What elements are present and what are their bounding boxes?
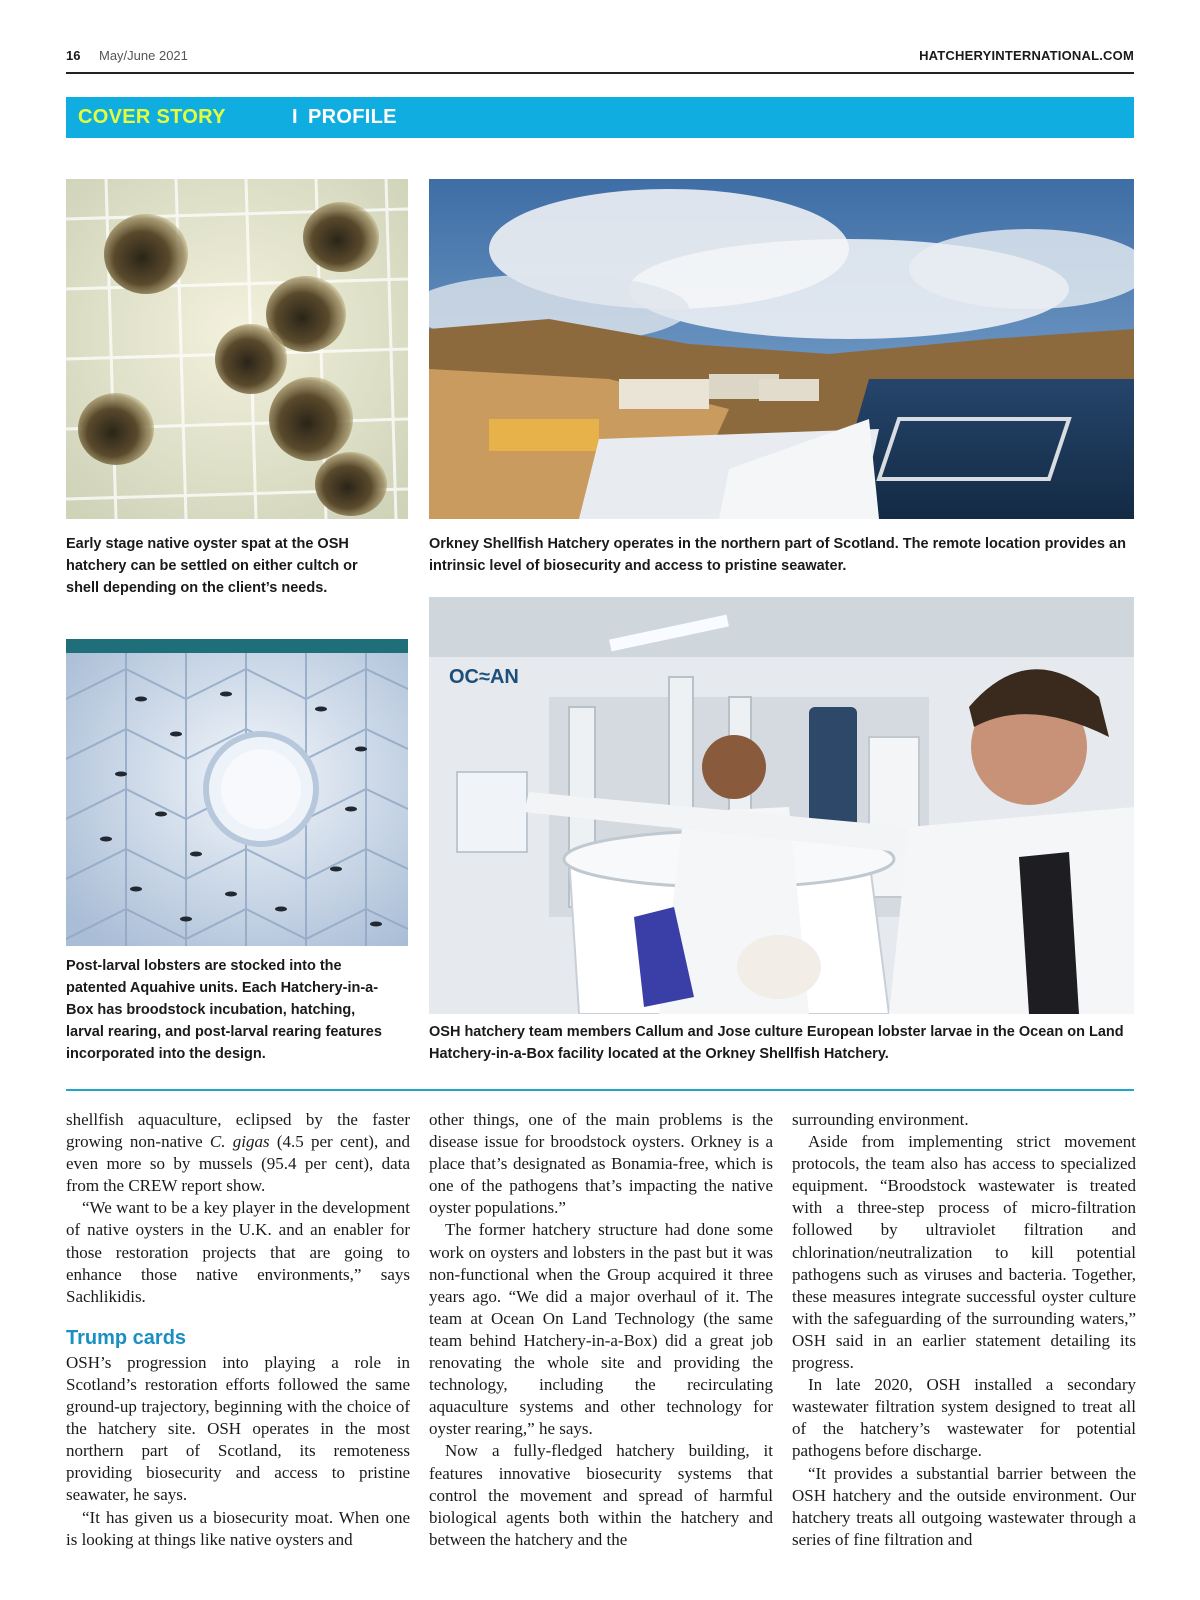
section-divider — [66, 1089, 1134, 1091]
caption-hatchery: Orkney Shellfish Hatchery operates in the northern part of Scotland. The remote location provides an intrinsic level of biosecurity and access to pristine seawater. — [429, 536, 1126, 574]
aquahive-image — [66, 639, 408, 946]
oyster-spat-photo — [66, 179, 408, 519]
site-url: HATCHERYINTERNATIONAL.COM — [919, 48, 1134, 63]
article-paragraph: “It provides a substantial barrier between the OSH hatchery and the outside environment. Our hatchery treats all outgoing wastewater through a series of fine filtration and — [792, 1463, 1136, 1549]
team-photo — [429, 597, 1134, 1014]
caption-team: OSH hatchery team members Callum and Jose culture European lobster larvae in the Ocean on Land Hatchery-in-a-Box facility located at the Orkney Shellfish Hatchery. — [429, 1024, 1124, 1062]
article-paragraph: Now a fully-fledged hatchery building, it features innovative biosecurity systems that control the movement and spread of harmful biological agents both within the hatchery and between the hatchery and the — [429, 1441, 773, 1549]
aquahive-photo — [66, 639, 408, 946]
article-text: (4.5 per cent), and even more so by mussels (95.4 per cent), data from the CREW report show. — [66, 1132, 411, 1196]
species-name: C. gigas — [209, 1132, 270, 1152]
svg-text:OC≈AN: OC≈AN — [449, 666, 519, 688]
page-header — [66, 44, 1134, 74]
issue-date: May/June 2021 — [99, 48, 188, 63]
article-text: shellfish aquaculture, eclipsed by the faster growing non-native — [66, 1110, 410, 1152]
hatchery-landscape-photo — [429, 179, 1134, 519]
article-paragraph: The former hatchery structure had done some work on oysters and lobsters in the past but it was non-functional when the Group acquired it three years ago. “We did a major overhaul of it. The team at Ocean On Land Technology (the same team behind Hatchery-in-a-Box) did a great job renovating the whole site and providing the technology, including the recirculating aquaculture systems and other technology for oyster rearing,” he says. — [429, 1220, 773, 1439]
oyster-spat-image — [66, 179, 408, 519]
article-paragraph: other things, one of the main problems is the disease issue for broodstock oysters. Orkney is a place that’s designated as Bonamia-free, which is one of the pathogens that’s impacting the native oyster populations.” — [429, 1110, 773, 1218]
article-paragraph: “We want to be a key player in the development of native oysters in the U.K. and an enabler for those restoration projects that are going to enhance those native environments,” says Sachlikidis. — [66, 1198, 410, 1306]
article-paragraph — [66, 1109, 410, 1197]
team-image — [429, 597, 1134, 1014]
section-label: COVER STORY — [78, 106, 226, 128]
section-separator: I — [292, 106, 298, 128]
article-paragraph: In late 2020, OSH installed a secondary wastewater filtration system designed to treat all of the hatchery’s wastewater for potential pathogens before discharge. — [792, 1375, 1136, 1461]
subsection-label: PROFILE — [308, 106, 397, 128]
article-paragraph: surrounding environment. — [792, 1110, 969, 1129]
caption-oysters: Early stage native oyster spat at the OSH hatchery can be settled on either cultch or shell depending on the client’s needs. — [66, 536, 358, 596]
hatchery-landscape-image — [429, 179, 1134, 519]
article-column-1 — [66, 1109, 410, 1551]
section-banner — [66, 97, 1134, 138]
article-subhead: Trump cards — [66, 1326, 187, 1349]
article-column-3 — [792, 1109, 1136, 1551]
article-paragraph: “It has given us a biosecurity moat. When one is looking at things like native oysters and — [66, 1507, 410, 1549]
article-paragraph: OSH’s progression into playing a role in Scotland’s restoration efforts followed the same ground-up trajectory, beginning with the choice of the hatchery site. OSH operates in the most northern part of Scotland, its remoteness providing biosecurity and access to pristine seawater, he says. — [66, 1352, 410, 1505]
page-number: 16 — [66, 48, 81, 63]
article-paragraph: Aside from implementing strict movement protocols, the team also has access to specialized equipment. “Broodstock wastewater is treated with a three-step process of micro-filtration followed by ultraviolet filtration and chlorination/neutralization to kill potential pathogens such as viruses and bacteria. Together, these measures integrate successful oyster culture with the safeguarding of the surrounding waters,” OSH said in an earlier statement detailing its progress. — [792, 1132, 1136, 1373]
article-column-2 — [429, 1109, 773, 1551]
caption-lobsters: Post-larval lobsters are stocked into the patented Aquahive units. Each Hatchery-in-a-Box has broodstock incubation, hatching, larval rearing, and post-larval rearing features incorporated into the design. — [66, 958, 382, 1062]
